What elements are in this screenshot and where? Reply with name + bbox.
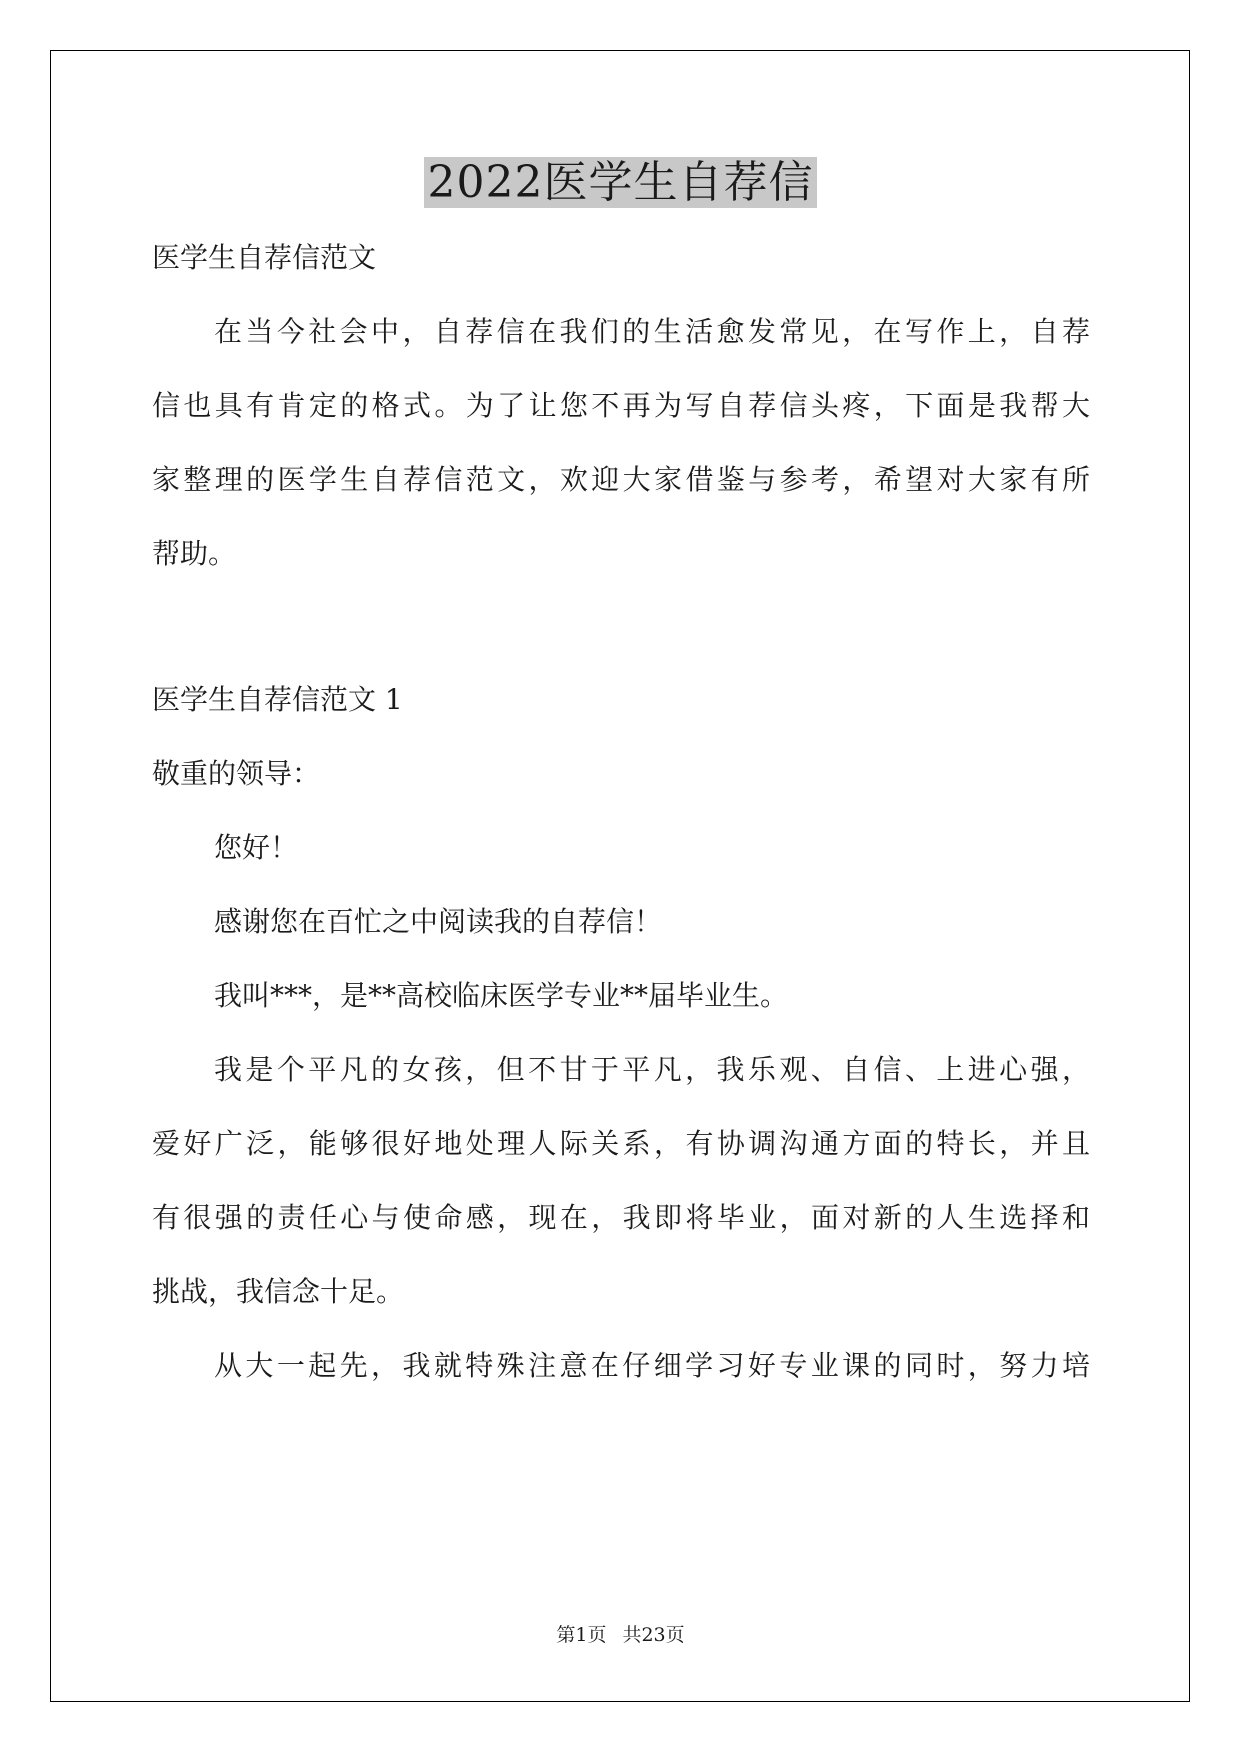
paragraph-line: 感谢您在百忙之中阅读我的自荐信！ [214,905,663,938]
paragraph-line: 我是个平凡的女孩，但不甘于平凡，我乐观、自信、上进心强， [214,1053,1090,1086]
paragraph-line: 有很强的责任心与使命感，现在，我即将毕业，面对新的人生选择和 [152,1201,1090,1234]
paragraph-line: 从大一起先，我就特殊注意在仔细学习好专业课的同时，努力培 [214,1349,1090,1382]
paragraph-line: 爱好广泛，能够很好地处理人际关系，有协调沟通方面的特长，并且 [152,1127,1090,1160]
document-title: 2022医学生自荐信 [0,155,1241,211]
page-border [50,50,1190,1702]
page-footer [0,1623,1241,1647]
page-total: 共23页 [622,1624,685,1646]
paragraph-line: 帮助。 [152,537,237,570]
section-heading: 医学生自荐信范文 1 [152,683,403,716]
salutation: 敬重的领导： [152,757,321,790]
paragraph-line: 在当今社会中，自荐信在我们的生活愈发常见，在写作上，自荐 [214,315,1090,348]
paragraph-line: 我叫***，是**高校临床医学专业**届毕业生。 [214,979,789,1012]
greeting: 您好！ [214,831,299,864]
paragraph-line: 信也具有肯定的格式。为了让您不再为写自荐信头疼，下面是我帮大 [152,389,1090,422]
paragraph-line: 家整理的医学生自荐信范文，欢迎大家借鉴与参考，希望对大家有所 [152,463,1090,496]
paragraph-line: 挑战，我信念十足。 [152,1275,405,1308]
page-number: 第1页 [556,1624,607,1646]
subheading: 医学生自荐信范文 [152,241,377,274]
